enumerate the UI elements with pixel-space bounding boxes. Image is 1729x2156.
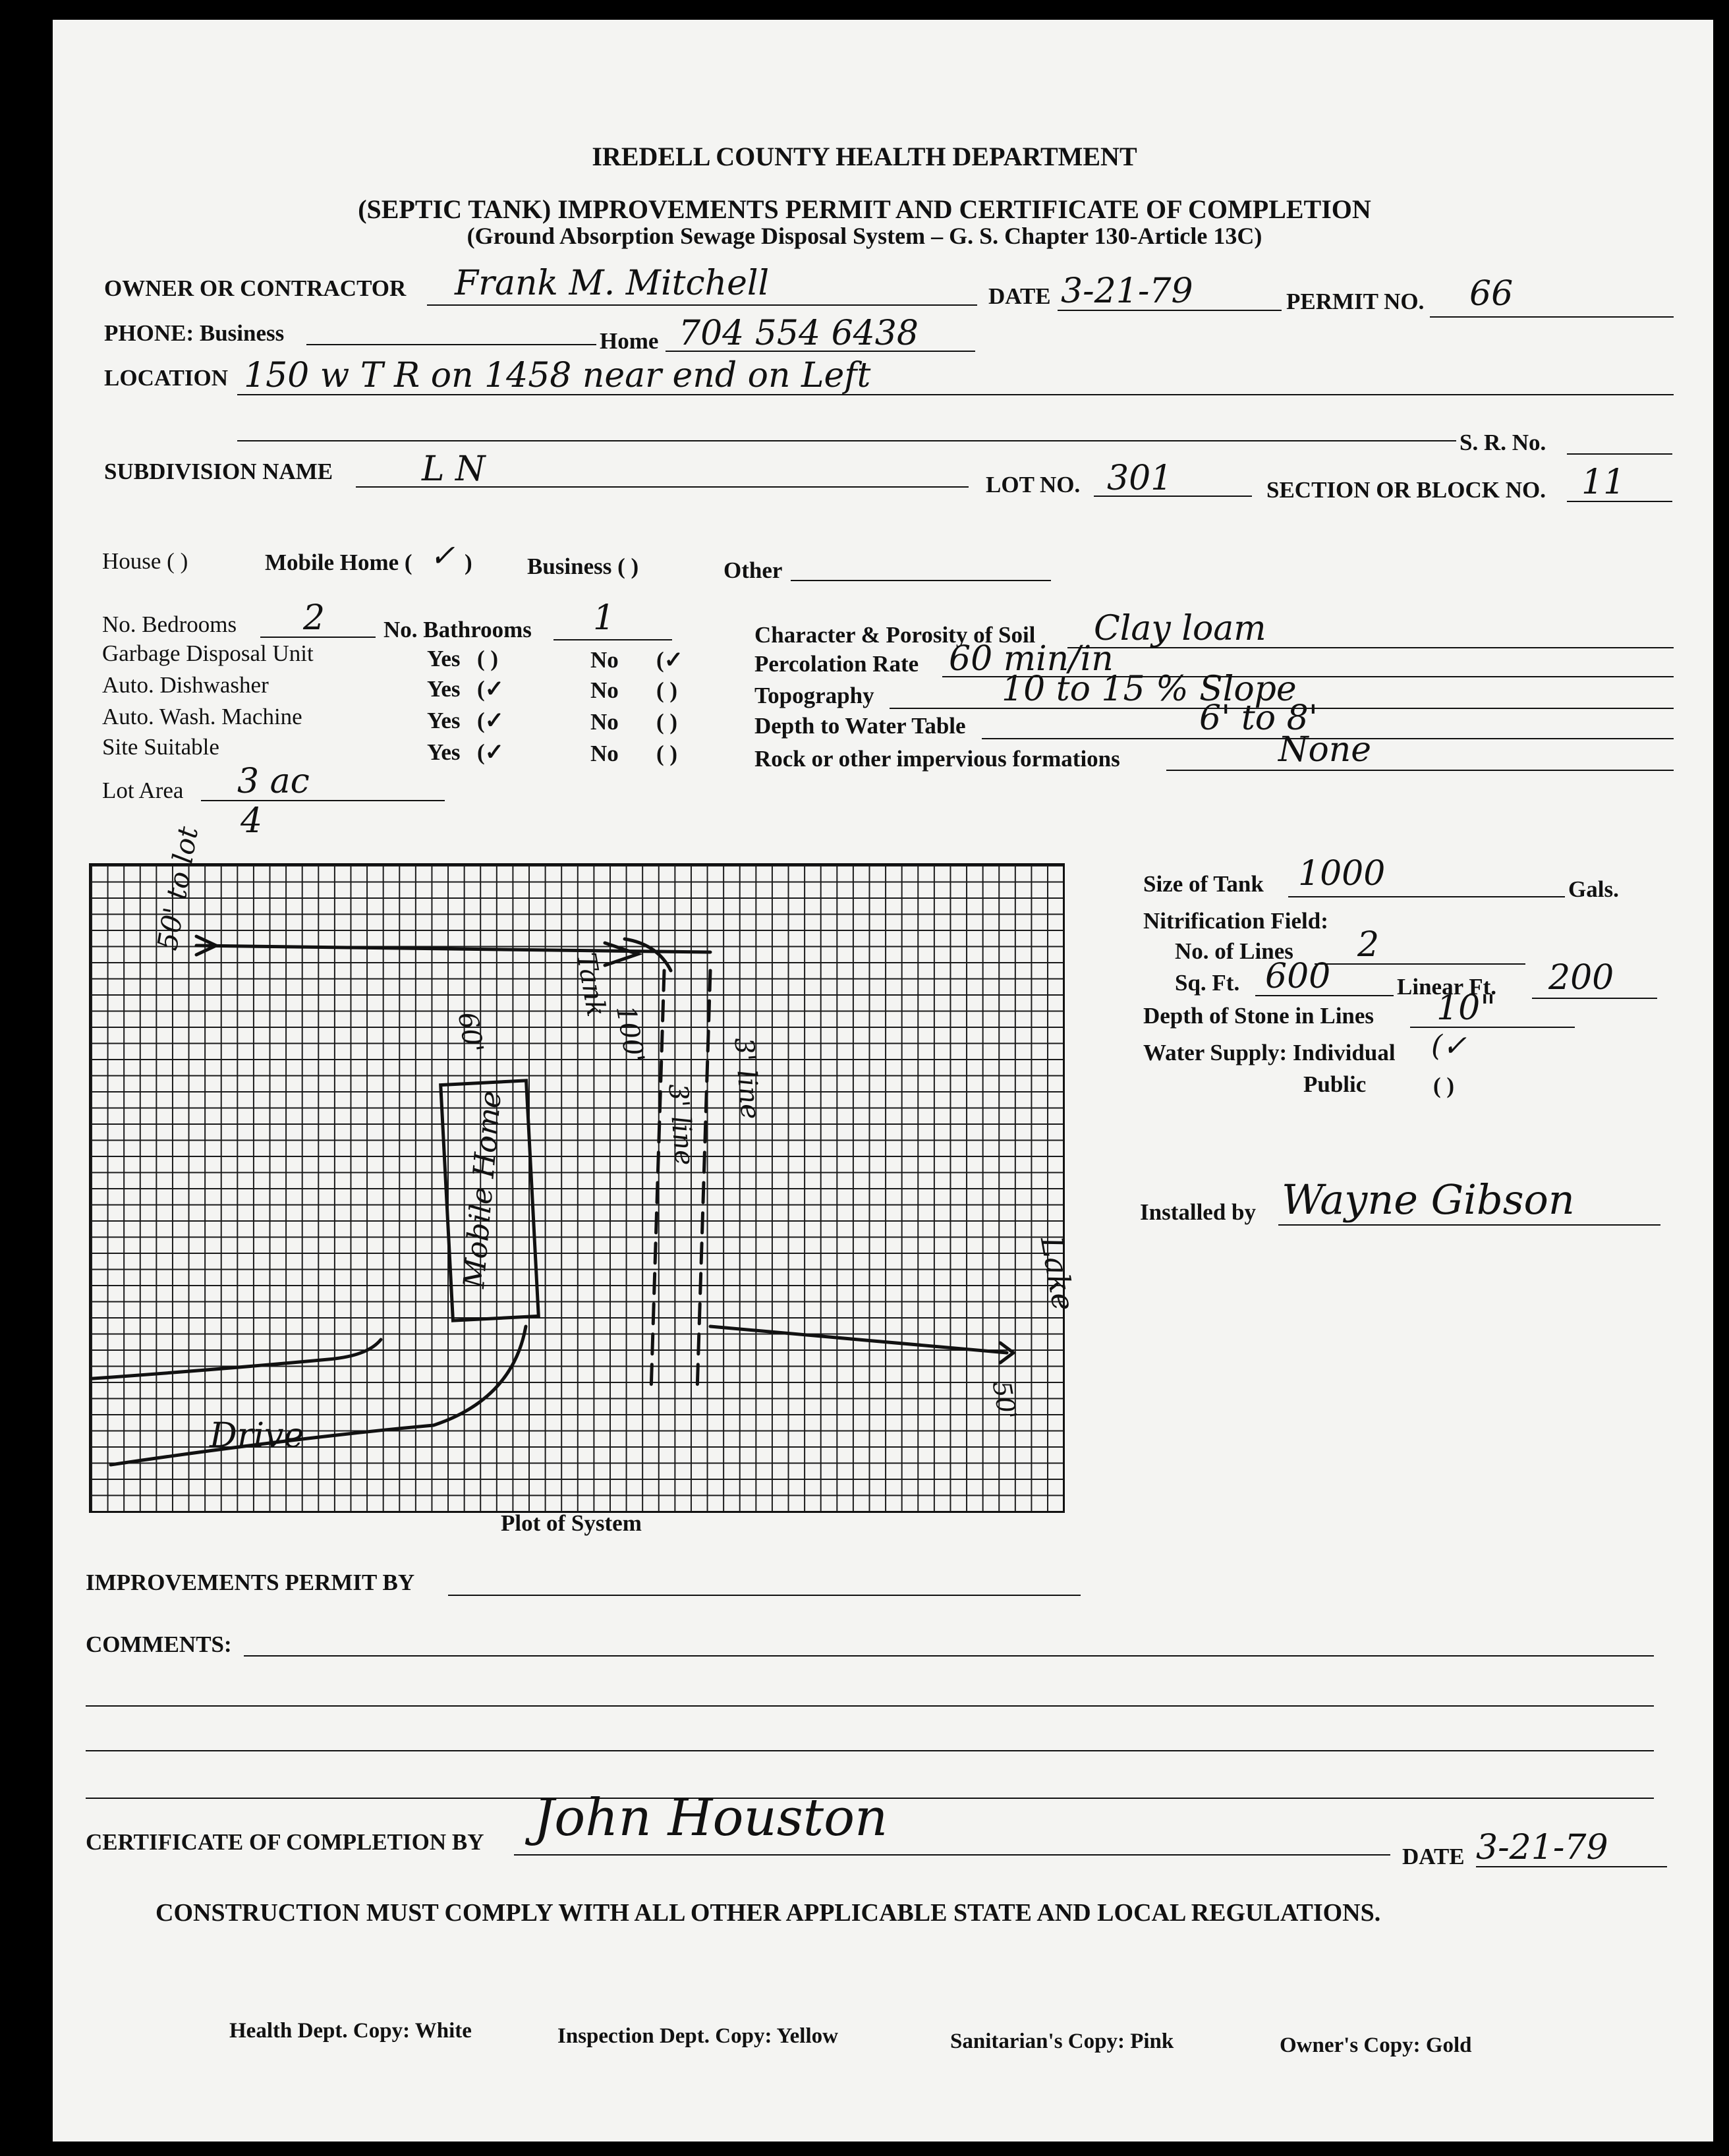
comments-label: COMMENTS:	[86, 1631, 232, 1657]
mobile-home-close: )	[465, 550, 472, 575]
check-no-washer: ( )	[656, 709, 678, 735]
permit-line	[1430, 316, 1674, 318]
sqft-label: Sq. Ft.	[1175, 970, 1240, 996]
agency-title: IREDELL COUNTY HEALTH DEPARTMENT	[592, 142, 1137, 171]
plot-label-100ft: 100'	[609, 1003, 650, 1065]
check-yes-site: (✓	[477, 739, 504, 765]
certificate-label: CERTIFICATE OF COMPLETION BY	[86, 1829, 484, 1855]
copy-inspection: Inspection Dept. Copy: Yellow	[557, 2024, 838, 2048]
form-subtitle: (Ground Absorption Sewage Disposal System – G. S. Chapter 130-Article 13C)	[467, 223, 1262, 249]
arrow-tank	[605, 943, 638, 965]
soil-label-rock: Rock or other impervious formations	[754, 746, 1120, 772]
owner-label: OWNER OR CONTRACTOR	[104, 275, 407, 301]
form-title: (SEPTIC TANK) IMPROVEMENTS PERMIT AND CERTIFICATE OF COMPLETION	[358, 194, 1371, 224]
check-no-label-garbage: No	[590, 647, 619, 673]
mobile-home-option: Mobile Home (	[265, 550, 412, 575]
lot-area-label: Lot Area	[102, 778, 184, 803]
improvements-label: IMPROVEMENTS PERMIT BY	[86, 1570, 415, 1595]
date-value: 3-21-79	[1061, 271, 1193, 311]
location-line-2	[237, 440, 1456, 441]
soil-value-rock: None	[1278, 730, 1372, 770]
subdivision-value: L N	[422, 449, 486, 489]
location-label: LOCATION	[104, 365, 228, 391]
certificate-signature: John Houston	[534, 1788, 888, 1848]
soil-line-rock	[1166, 770, 1674, 771]
certificate-date-label: DATE	[1402, 1844, 1465, 1869]
bathrooms-value: 1	[593, 598, 615, 638]
soil-value-topography: 10 to 15 % Slope	[1002, 669, 1297, 709]
linear-label: Linear Ft.	[1397, 974, 1497, 1000]
installed-label: Installed by	[1140, 1199, 1257, 1225]
bedrooms-value: 2	[303, 598, 326, 638]
mobile-home-check: ✓	[430, 538, 455, 573]
check-no-garbage: (✓	[656, 647, 683, 673]
tank-value: 1000	[1298, 854, 1386, 894]
drive-top	[91, 1340, 381, 1379]
soil-value-porosity: Clay loam	[1094, 609, 1266, 648]
water-public-check: ( )	[1433, 1073, 1455, 1098]
compliance-notice: CONSTRUCTION MUST COMPLY WITH ALL OTHER APPLICABLE STATE AND LOCAL REGULATIONS.	[156, 1899, 1381, 1927]
tank-line	[1288, 896, 1565, 897]
other-option: Other	[723, 557, 783, 583]
sr-no-line	[1567, 453, 1672, 455]
bedrooms-label: No. Bedrooms	[102, 611, 237, 637]
copy-health: Health Dept. Copy: White	[229, 2019, 472, 2043]
check-no-label-washer: No	[590, 709, 619, 735]
owner-value: Frank M. Mitchell	[455, 264, 770, 303]
lines-line	[1315, 963, 1525, 965]
copy-sanitarian: Sanitarian's Copy: Pink	[950, 2029, 1174, 2053]
check-label-site: Site Suitable	[102, 734, 219, 760]
linear-value: 200	[1548, 958, 1614, 998]
installed-line	[1278, 1224, 1660, 1226]
check-label-dishwasher: Auto. Dishwasher	[102, 672, 269, 698]
check-no-label-dishwasher: No	[590, 677, 619, 703]
nitrification-label: Nitrification Field:	[1143, 908, 1328, 934]
check-yes-washer: (✓	[477, 708, 504, 733]
location-value: 150 w T R on 1458 near end on Left	[244, 356, 871, 395]
soil-label-water-table: Depth to Water Table	[754, 713, 966, 739]
phone-home-value: 704 554 6438	[679, 314, 919, 353]
drive-bottom	[111, 1326, 526, 1465]
tank-unit: Gals.	[1568, 876, 1619, 902]
owner-line	[427, 304, 977, 306]
certificate-line	[514, 1854, 1390, 1856]
check-yes-label-garbage: Yes	[427, 646, 461, 671]
sqft-value: 600	[1265, 957, 1331, 996]
plot-label-lake: Lake	[1033, 1234, 1082, 1314]
soil-label-percolation: Percolation Rate	[754, 651, 919, 677]
check-yes-label-dishwasher: Yes	[427, 676, 461, 702]
check-yes-label-washer: Yes	[427, 708, 461, 733]
plot-label-mobile-home: Mobile Home	[457, 1089, 509, 1290]
water-individual-check: (✓	[1431, 1029, 1467, 1063]
comments-line-3	[86, 1750, 1654, 1751]
bathrooms-line	[553, 639, 672, 640]
soil-value-percolation: 60 min/in	[949, 639, 1114, 679]
plot-label-tank: Tank	[570, 950, 611, 1019]
tank-label: Size of Tank	[1143, 871, 1264, 897]
stone-value: 10"	[1436, 988, 1496, 1028]
other-line	[791, 580, 1051, 581]
certificate-date-value: 3-21-79	[1476, 1828, 1608, 1867]
check-no-dishwasher: ( )	[656, 677, 678, 703]
lot-area-value: 3 ac	[237, 762, 310, 801]
permit-label: PERMIT NO.	[1286, 289, 1425, 314]
phone-home-label: Home	[600, 328, 659, 354]
linear-line	[1532, 998, 1657, 999]
plot-label-line-2: 3' line	[728, 1036, 766, 1121]
section-label: SECTION OR BLOCK NO.	[1266, 477, 1546, 503]
water-label: Water Supply: Individual	[1143, 1040, 1396, 1065]
permit-value: 66	[1469, 274, 1514, 314]
line-a	[651, 971, 664, 1392]
phone-business-label: PHONE: Business	[104, 320, 285, 346]
water-public-label: Public	[1303, 1071, 1367, 1097]
comments-line-2	[86, 1705, 1654, 1707]
line-b	[697, 971, 710, 1392]
plot-label-line-1: 3' line	[662, 1082, 700, 1167]
copy-owner: Owner's Copy: Gold	[1280, 2033, 1472, 2057]
plot-grid	[89, 824, 1082, 1513]
lot-value: 301	[1107, 459, 1173, 498]
comments-line-1	[244, 1655, 1654, 1657]
plot-label-setback: 50' to lot	[151, 824, 205, 953]
check-yes-dishwasher: (✓	[477, 676, 504, 702]
soil-label-topography: Topography	[754, 683, 874, 708]
check-label-washer: Auto. Wash. Machine	[102, 704, 302, 729]
house-option: House ( )	[102, 548, 188, 574]
soil-value-water-table: 6' to 8'	[1199, 698, 1318, 738]
sr-no-label: S. R. No.	[1460, 430, 1546, 455]
check-label-garbage: Garbage Disposal Unit	[102, 640, 314, 666]
stone-label: Depth of Stone in Lines	[1143, 1003, 1375, 1029]
check-yes-garbage: ( )	[477, 646, 499, 671]
lot-label: LOT NO.	[986, 472, 1081, 497]
bathrooms-label: No. Bathrooms	[383, 617, 532, 642]
setback-line	[710, 1326, 1007, 1353]
lot-area-value-2: 4	[241, 801, 263, 841]
section-value: 11	[1581, 463, 1626, 502]
lines-value: 2	[1357, 925, 1380, 965]
improvements-line	[448, 1595, 1081, 1596]
phone-business-line	[306, 344, 596, 345]
plot-label-50ft: 50'	[986, 1378, 1023, 1423]
installed-value: Wayne Gibson	[1282, 1176, 1575, 1224]
check-no-label-site: No	[590, 741, 619, 766]
subdivision-label: SUBDIVISION NAME	[104, 459, 333, 484]
soil-label-porosity: Character & Porosity of Soil	[754, 622, 1036, 648]
plot-label-drive: Drive	[210, 1416, 304, 1456]
business-option: Business ( )	[527, 553, 639, 579]
check-no-site: ( )	[656, 741, 678, 766]
lines-label: No. of Lines	[1175, 938, 1293, 964]
plot-caption: Plot of System	[501, 1510, 642, 1536]
check-yes-label-site: Yes	[427, 739, 461, 765]
date-label: DATE	[988, 283, 1051, 309]
plot-label-60ft: 60'	[451, 1009, 489, 1056]
